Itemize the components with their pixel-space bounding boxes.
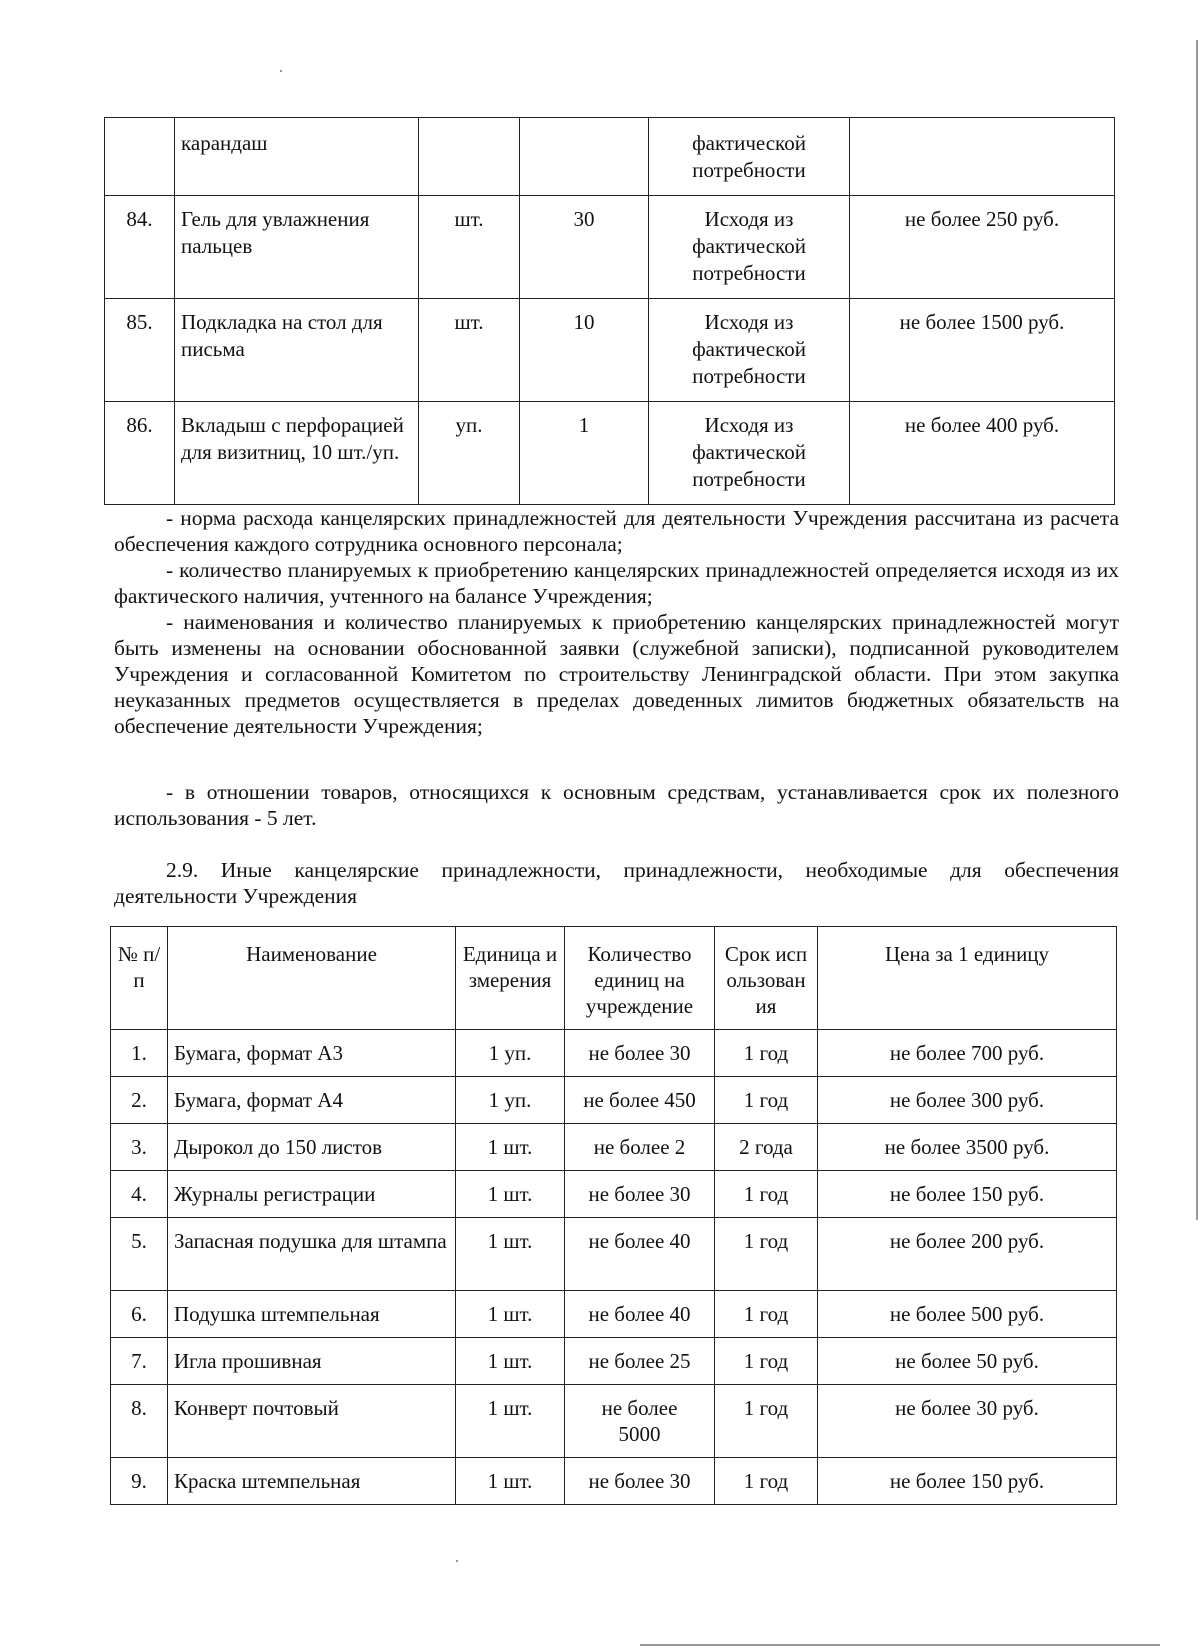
item-quantity: 10 — [520, 299, 649, 402]
item-unit: 1 шт. — [456, 1291, 565, 1338]
item-name: Подкладка на стол для письма — [175, 299, 419, 402]
item-price: не более 250 руб. — [850, 196, 1115, 299]
item-price: не более 500 руб. — [818, 1291, 1117, 1338]
table-row — [111, 1171, 1117, 1218]
item-name: Журналы регистрации — [168, 1171, 456, 1218]
table-row — [111, 1077, 1117, 1124]
header-price: Цена за 1 единицу — [818, 927, 1117, 1030]
other-supplies-table — [110, 926, 1117, 1505]
row-number: 4. — [111, 1171, 168, 1218]
item-unit: 1 шт. — [456, 1171, 565, 1218]
item-name: Подушка штемпельная — [168, 1291, 456, 1338]
table-row — [111, 1458, 1117, 1505]
row-number: 5. — [111, 1218, 168, 1291]
row-number: 1. — [111, 1030, 168, 1077]
row-number: 85. — [105, 299, 175, 402]
item-term: 2 года — [715, 1124, 818, 1171]
item-unit: 1 уп. — [456, 1077, 565, 1124]
scan-edge-line — [1196, 40, 1198, 1220]
table-row — [111, 1338, 1117, 1385]
item-name: Бумага, формат А4 — [168, 1077, 456, 1124]
item-term: 1 год — [715, 1338, 818, 1385]
item-unit: 1 уп. — [456, 1030, 565, 1077]
item-price: не более 400 руб. — [850, 402, 1115, 505]
table-row — [105, 196, 1115, 299]
table-row — [105, 299, 1115, 402]
item-name: Бумага, формат А3 — [168, 1030, 456, 1077]
row-number: 86. — [105, 402, 175, 505]
item-term: 1 год — [715, 1218, 818, 1291]
item-quantity: не более 40 — [565, 1218, 715, 1291]
item-name: Игла прошивная — [168, 1338, 456, 1385]
item-name: Вкладыш с перфорацией для визитниц, 10 шт./уп. — [175, 402, 419, 505]
item-price: не более 700 руб. — [818, 1030, 1117, 1077]
item-quantity: не более 2 — [565, 1124, 715, 1171]
item-price — [850, 118, 1115, 196]
item-unit: шт. — [419, 299, 520, 402]
item-unit: 1 шт. — [456, 1458, 565, 1505]
row-number: 84. — [105, 196, 175, 299]
item-name: Конверт почтовый — [168, 1385, 456, 1458]
item-term: фактической потребности — [649, 118, 850, 196]
item-price: не более 150 руб. — [818, 1458, 1117, 1505]
item-term: Исходя из фактической потребности — [649, 196, 850, 299]
item-term: Исходя из фактической потребности — [649, 299, 850, 402]
item-price: не более 50 руб. — [818, 1338, 1117, 1385]
item-price: не более 300 руб. — [818, 1077, 1117, 1124]
item-name: карандаш — [175, 118, 419, 196]
row-number: 3. — [111, 1124, 168, 1171]
item-unit: шт. — [419, 196, 520, 299]
item-name: Краска штемпельная — [168, 1458, 456, 1505]
item-term: 1 год — [715, 1077, 818, 1124]
table-row — [111, 1385, 1117, 1458]
row-number: 6. — [111, 1291, 168, 1338]
table-row — [111, 1218, 1117, 1291]
item-term: 1 год — [715, 1030, 818, 1077]
note-paragraph: - наименования и количество планируемых к приобретению канцелярских принадлежностей могут быть изменены на основании обоснованной заявки (служебной записки), подписанной руководителем Учреждения и согласованной Комитетом по строительству Ленинградской области. При этом закупка неуказанных предметов осуществляется в пределах доведенных лимитов бюджетных обязательств на обеспечение деятельности Учреждения; — [114, 610, 1119, 738]
table-row — [111, 1030, 1117, 1077]
item-quantity: не более 30 — [565, 1030, 715, 1077]
item-term: 1 год — [715, 1458, 818, 1505]
item-quantity: не более 30 — [565, 1171, 715, 1218]
item-unit: 1 шт. — [456, 1124, 565, 1171]
header-number: № п/п — [111, 927, 168, 1030]
item-price: не более 3500 руб. — [818, 1124, 1117, 1171]
item-quantity — [520, 118, 649, 196]
item-unit — [419, 118, 520, 196]
note-paragraph: - норма расхода канцелярских принадлежностей для деятельности Учреждения рассчитана из расчета обеспечения каждого сотрудника основного персонала; — [114, 506, 1119, 556]
item-term: 1 год — [715, 1291, 818, 1338]
item-name: Дырокол до 150 листов — [168, 1124, 456, 1171]
header-unit: Единица измерения — [456, 927, 565, 1030]
note-paragraph: - в отношении товаров, относящихся к основным средствам, устанавливается срок их полезного использования - 5 лет. — [114, 780, 1119, 830]
table-row — [111, 1124, 1117, 1171]
table-header-row — [111, 927, 1117, 1030]
item-price: не более 30 руб. — [818, 1385, 1117, 1458]
item-name: Запасная подушка для штампа — [168, 1218, 456, 1291]
item-quantity: 1 — [520, 402, 649, 505]
item-quantity: не более 25 — [565, 1338, 715, 1385]
table-row — [111, 1291, 1117, 1338]
item-term: Исходя из фактической потребности — [649, 402, 850, 505]
table-row — [105, 118, 1115, 196]
item-quantity: 30 — [520, 196, 649, 299]
header-term: Срок использования — [715, 927, 818, 1030]
section-heading: 2.9. Иные канцелярские принадлежности, принадлежности, необходимые для обеспечения деятельности Учреждения — [114, 858, 1119, 908]
item-quantity: не более 40 — [565, 1291, 715, 1338]
item-quantity: не более 450 — [565, 1077, 715, 1124]
scan-speck — [456, 1560, 458, 1562]
scan-speck — [280, 70, 282, 72]
supplies-table-continued — [104, 117, 1115, 505]
item-unit: уп. — [419, 402, 520, 505]
item-name: Гель для увлажнения пальцев — [175, 196, 419, 299]
row-number: 8. — [111, 1385, 168, 1458]
item-unit: 1 шт. — [456, 1385, 565, 1458]
item-quantity: не более 5000 — [565, 1385, 715, 1458]
header-name: Наименование — [168, 927, 456, 1030]
row-number: 9. — [111, 1458, 168, 1505]
item-unit: 1 шт. — [456, 1338, 565, 1385]
item-price: не более 1500 руб. — [850, 299, 1115, 402]
item-term: 1 год — [715, 1171, 818, 1218]
header-quantity: Количество единиц на учреждение — [565, 927, 715, 1030]
note-paragraph: - количество планируемых к приобретению канцелярских принадлежностей определяется исходя из их фактического наличия, учтенного на балансе Учреждения; — [114, 558, 1119, 608]
row-number: 7. — [111, 1338, 168, 1385]
row-number — [105, 118, 175, 196]
item-term: 1 год — [715, 1385, 818, 1458]
item-price: не более 150 руб. — [818, 1171, 1117, 1218]
row-number: 2. — [111, 1077, 168, 1124]
item-quantity: не более 30 — [565, 1458, 715, 1505]
item-unit: 1 шт. — [456, 1218, 565, 1291]
table-row — [105, 402, 1115, 505]
scan-edge-line — [640, 1644, 1160, 1646]
item-price: не более 200 руб. — [818, 1218, 1117, 1291]
